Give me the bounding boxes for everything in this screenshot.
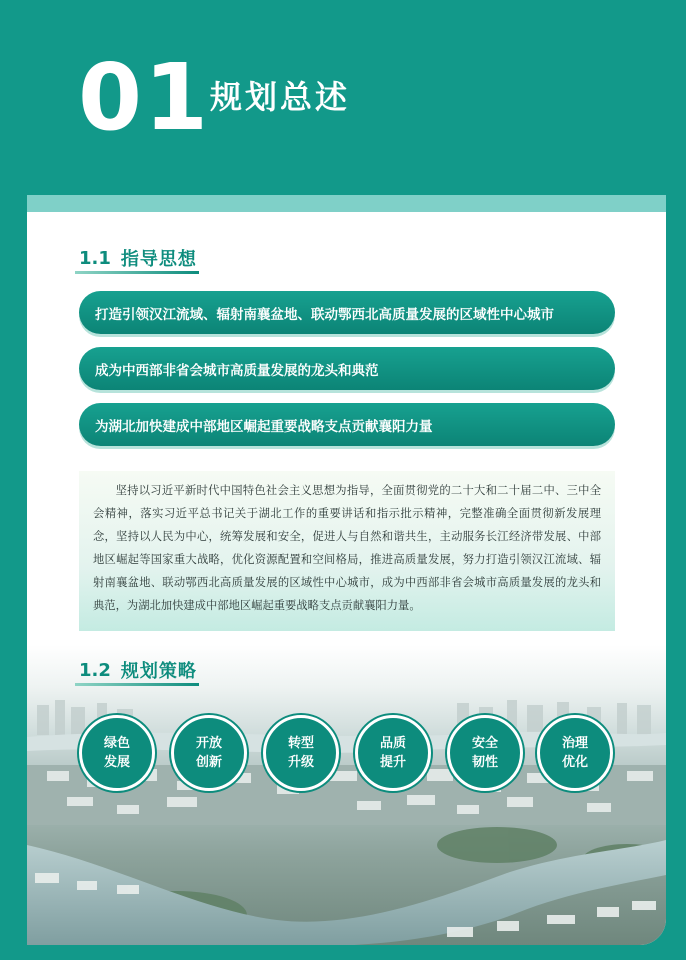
section-2-underline xyxy=(75,683,199,686)
strategy-green-development xyxy=(79,715,155,791)
section-2-heading xyxy=(79,657,197,683)
guiding-pill-1: 打造引领汉江流域、辐射南襄盆地、联动鄂西北高质量发展的区域性中心城市 xyxy=(79,291,615,334)
strategy-transformation-upgrade xyxy=(263,715,339,791)
strategy-label-line2: 创新 xyxy=(195,755,222,770)
chapter-number: 01 xyxy=(78,44,211,151)
strategy-label-line1: 安全 xyxy=(471,736,498,751)
guiding-text-box xyxy=(79,471,615,631)
chapter-title: 规划总述 xyxy=(210,78,351,116)
chapter-header xyxy=(0,0,686,200)
strategy-label-line1: 绿色 xyxy=(103,736,130,751)
strategy-label-line1: 开放 xyxy=(195,736,222,751)
strategy-quality-improvement xyxy=(355,715,431,791)
section-1-title: 指导思想 xyxy=(120,249,197,270)
strategy-open-innovation xyxy=(171,715,247,791)
strategy-label-line2: 优化 xyxy=(561,755,588,770)
strategy-safety-resilience xyxy=(447,715,523,791)
guiding-pill-2: 成为中西部非省会城市高质量发展的龙头和典范 xyxy=(79,347,615,390)
strategy-label-line2: 发展 xyxy=(103,755,130,770)
city-aerial-image xyxy=(27,645,666,945)
guiding-pill-3: 为湖北加快建成中部地区崛起重要战略支点贡献襄阳力量 xyxy=(79,403,615,446)
strategy-governance-optimization xyxy=(537,715,613,791)
strategy-label-line2: 提升 xyxy=(379,755,406,770)
section-2-number: 1.2 xyxy=(79,659,111,681)
section-1-underline xyxy=(75,271,199,274)
strategy-label-line1: 转型 xyxy=(287,736,314,751)
strategy-label-line1: 治理 xyxy=(561,736,588,751)
section-1-number: 1.1 xyxy=(79,247,111,269)
section-1-heading xyxy=(79,245,197,271)
city-aerial-illustration xyxy=(27,645,666,945)
section-2-title: 规划策略 xyxy=(120,661,197,682)
guiding-paragraph: 坚持以习近平新时代中国特色社会主义思想为指导，全面贯彻党的二十大和二十届二中、三中全会精神，落实习近平总书记关于湖北工作的重要讲话和指示批示精神，完整准确全面贯彻新发展理念，坚持以人民为中心，统筹发展和安全，促进人与自然和谐共生，主动服务长江经济带发展、中部地区崛起等国家重大战略，优化资源配置和空间格局，推进高质量发展，努力打造引领汉江流域、辐射南襄盆地、联动鄂西北高质量发展的区域性中心城市，成为中西部非省会城市高质量发展的龙头和典范，为湖北加快建成中部地区崛起重要战略支点贡献襄阳力量。 xyxy=(93,484,601,612)
strategy-label-line1: 品质 xyxy=(379,736,406,751)
panel-top-band xyxy=(27,195,666,212)
content-panel xyxy=(27,195,666,945)
strategy-label-line2: 升级 xyxy=(287,755,314,770)
strategy-label-line2: 韧性 xyxy=(471,755,498,770)
